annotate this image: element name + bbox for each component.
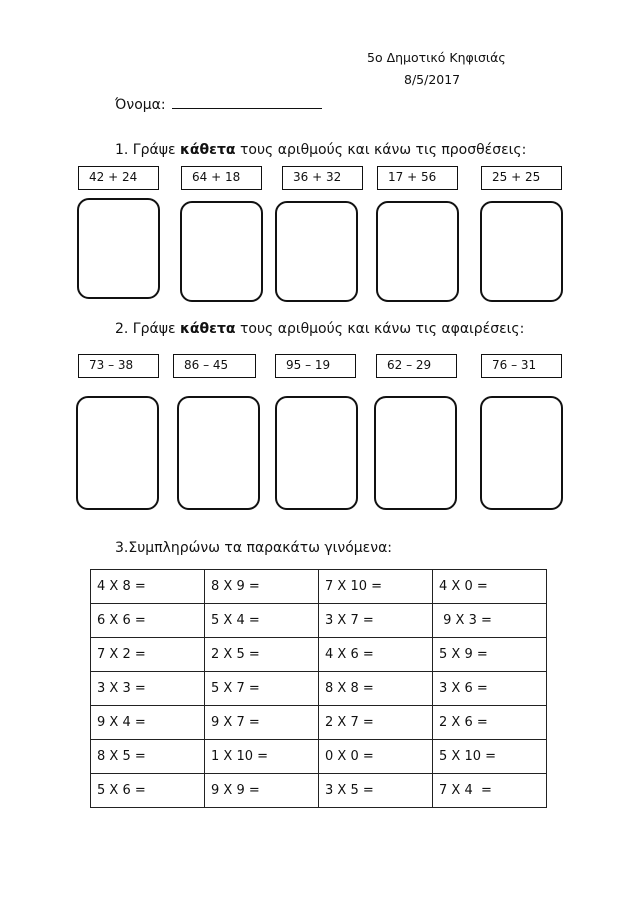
multiplication-cell[interactable]: 7 X 4 = [433,774,547,808]
addition-answer-box-1[interactable] [77,198,160,299]
multiplication-cell[interactable]: 3 X 7 = [319,604,433,638]
addition-op-4: 17 + 56 [377,166,458,190]
task2-bold-word: κάθετα [179,321,236,337]
subtraction-op-2: 86 – 45 [173,354,256,378]
addition-op-5: 25 + 25 [481,166,562,190]
subtraction-answer-box-5[interactable] [480,396,563,510]
table-row [91,672,547,706]
addition-op-2: 64 + 18 [181,166,262,190]
multiplication-cell[interactable]: 4 X 6 = [319,638,433,672]
multiplication-cell[interactable]: 4 X 0 = [433,570,547,604]
table-row [91,638,547,672]
multiplication-cell[interactable]: 0 X 0 = [319,740,433,774]
subtraction-answer-box-4[interactable] [374,396,457,510]
multiplication-cell[interactable]: 5 X 4 = [205,604,319,638]
multiplication-cell[interactable]: 6 X 6 = [91,604,205,638]
multiplication-cell[interactable]: 3 X 3 = [91,672,205,706]
addition-answer-box-5[interactable] [480,201,563,302]
multiplication-cell[interactable]: 3 X 6 = [433,672,547,706]
multiplication-cell[interactable]: 1 X 10 = [205,740,319,774]
addition-op-3: 36 + 32 [282,166,363,190]
task1-instruction [115,142,526,158]
multiplication-table [90,569,547,808]
table-row [91,706,547,740]
multiplication-table-body [91,570,547,808]
multiplication-cell[interactable]: 9 X 7 = [205,706,319,740]
multiplication-cell[interactable]: 5 X 10 = [433,740,547,774]
table-row [91,604,547,638]
subtraction-op-4: 62 – 29 [376,354,457,378]
table-row [91,740,547,774]
multiplication-cell[interactable]: 9 X 4 = [91,706,205,740]
subtraction-op-3: 95 – 19 [275,354,356,378]
multiplication-cell[interactable]: 3 X 5 = [319,774,433,808]
multiplication-cell[interactable]: 2 X 7 = [319,706,433,740]
task1-bold-word: κάθετα [179,142,236,158]
multiplication-cell[interactable]: 9 X 3 = [433,604,547,638]
name-label: Όνομα: [115,97,166,113]
table-row [91,774,547,808]
task2-instruction [115,321,524,337]
multiplication-cell[interactable]: 5 X 7 = [205,672,319,706]
name-blank-line[interactable] [172,94,322,109]
addition-answer-box-4[interactable] [376,201,459,302]
multiplication-cell[interactable]: 5 X 6 = [91,774,205,808]
multiplication-cell[interactable]: 8 X 9 = [205,570,319,604]
multiplication-cell[interactable]: 9 X 9 = [205,774,319,808]
subtraction-answer-box-3[interactable] [275,396,358,510]
addition-answer-box-3[interactable] [275,201,358,302]
multiplication-cell[interactable]: 4 X 8 = [91,570,205,604]
multiplication-cell[interactable]: 7 X 2 = [91,638,205,672]
task1-prefix: 1. Γράψε [115,142,180,158]
multiplication-cell[interactable]: 2 X 6 = [433,706,547,740]
subtraction-op-5: 76 – 31 [481,354,562,378]
subtraction-op-1: 73 – 38 [78,354,159,378]
addition-op-1: 42 + 24 [78,166,159,190]
name-row [115,94,322,113]
task2-prefix: 2. Γράψε [115,321,180,337]
multiplication-cell[interactable]: 5 X 9 = [433,638,547,672]
multiplication-cell[interactable]: 8 X 8 = [319,672,433,706]
multiplication-cell[interactable]: 7 X 10 = [319,570,433,604]
task1-suffix: τους αριθμούς και κάνω τις προσθέσεις: [235,142,527,158]
school-name: 5ο Δημοτικό Κηφισιάς [367,50,506,65]
table-row [91,570,547,604]
worksheet-date: 8/5/2017 [404,72,461,87]
subtraction-answer-box-2[interactable] [177,396,260,510]
multiplication-cell[interactable]: 2 X 5 = [205,638,319,672]
subtraction-answer-box-1[interactable] [76,396,159,510]
task2-suffix: τους αριθμούς και κάνω τις αφαιρέσεις: [235,321,525,337]
task3-instruction: 3.Συμπληρώνω τα παρακάτω γινόμενα: [115,540,393,556]
multiplication-cell[interactable]: 8 X 5 = [91,740,205,774]
addition-answer-box-2[interactable] [180,201,263,302]
